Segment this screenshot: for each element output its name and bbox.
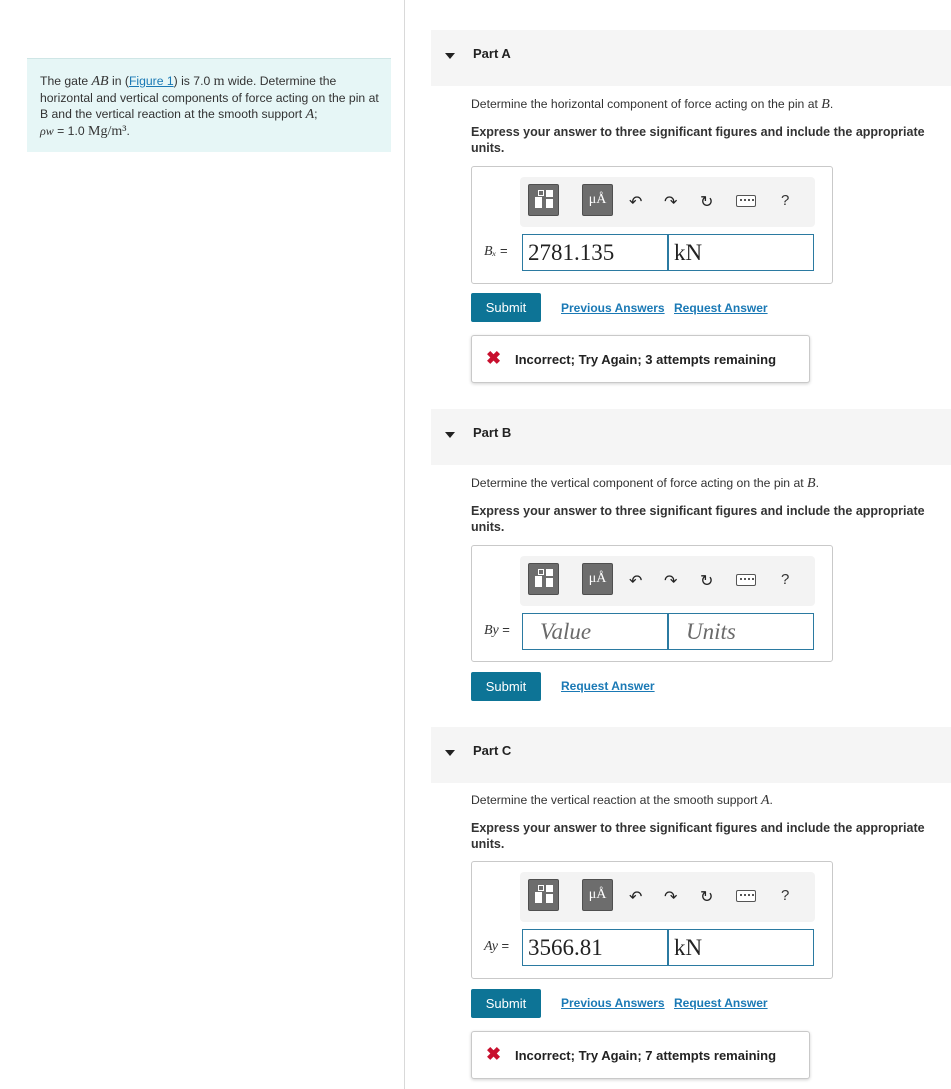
part-b-instruction: Express your answer to three significant figures and include the appropriate units. xyxy=(471,504,925,534)
part-b-answer-box xyxy=(471,545,833,662)
units-placeholder: Units xyxy=(686,619,736,644)
part-c-instruction: Express your answer to three significant figures and include the appropriate units. xyxy=(471,821,925,851)
feedback-text: Incorrect; Try Again; 3 attempts remaining xyxy=(515,352,777,367)
figure-link[interactable]: Figure 1 xyxy=(128,74,174,88)
density-unit: Mg/m³ xyxy=(88,124,127,139)
support-variable: A xyxy=(305,107,315,122)
variable-name: Ay xyxy=(484,939,498,954)
value-placeholder: Value xyxy=(540,619,592,644)
variable-name: Bₓ xyxy=(484,244,497,259)
variable-label: By = xyxy=(484,622,510,638)
feedback-message xyxy=(471,335,810,383)
problem-statement xyxy=(27,58,391,152)
part-a-question: Determine the horizontal component of force acting on the pin at B. xyxy=(471,97,834,112)
help-icon[interactable]: ? xyxy=(781,192,790,209)
question-variable: A xyxy=(760,793,770,808)
units-button[interactable]: μÅ xyxy=(582,563,613,595)
part-c-question: Determine the vertical reaction at the smooth support A. xyxy=(471,793,773,808)
part-b-question: Determine the vertical component of force acting on the pin at B. xyxy=(471,476,819,491)
units-input[interactable]: kN xyxy=(668,234,814,271)
undo-icon[interactable]: ↶ xyxy=(629,889,643,906)
problem-text: ) is 7.0 xyxy=(173,74,211,88)
reset-icon[interactable]: ↻ xyxy=(700,889,714,906)
request-answer-link[interactable]: Request Answer xyxy=(674,301,768,315)
unit-m: m xyxy=(213,74,225,89)
units-input[interactable] xyxy=(668,613,814,650)
feedback-text: Incorrect; Try Again; 7 attempts remaining xyxy=(515,1048,777,1063)
math-toolbar xyxy=(520,177,815,227)
density-variable: ρw xyxy=(40,124,54,138)
question-variable: B xyxy=(807,476,816,491)
column-divider xyxy=(404,0,405,1089)
value-input[interactable]: 2781.135 xyxy=(522,234,668,271)
error-x-icon: ✖ xyxy=(486,348,502,368)
units-button[interactable]: μÅ xyxy=(582,879,613,911)
collapse-triangle-icon[interactable] xyxy=(445,53,455,59)
question-variable: B xyxy=(821,97,830,112)
redo-icon[interactable]: ↷ xyxy=(664,573,678,590)
previous-answers-link[interactable]: Previous Answers xyxy=(561,996,665,1010)
math-toolbar xyxy=(520,556,815,606)
value-input[interactable] xyxy=(522,613,668,650)
units-input[interactable]: kN xyxy=(668,929,814,966)
variable-label: Bₓ = xyxy=(484,243,508,259)
part-a-instruction: Express your answer to three significant figures and include the appropriate units. xyxy=(471,125,925,155)
submit-button[interactable]: Submit xyxy=(471,293,541,322)
part-b-title: Part B xyxy=(473,425,512,440)
templates-icon[interactable] xyxy=(528,184,559,216)
value-input[interactable]: 3566.81 xyxy=(522,929,668,966)
templates-icon[interactable] xyxy=(528,879,559,911)
request-answer-link[interactable]: Request Answer xyxy=(561,679,655,693)
variable-label: Ay = xyxy=(484,938,510,954)
previous-answers-link[interactable]: Previous Answers xyxy=(561,301,665,315)
part-c-answer-box xyxy=(471,861,833,979)
request-answer-link[interactable]: Request Answer xyxy=(674,996,768,1010)
question-text: Determine the vertical component of force acting on the pin at xyxy=(471,476,804,490)
help-icon[interactable]: ? xyxy=(781,571,790,588)
part-c-title: Part C xyxy=(473,743,512,758)
undo-icon[interactable]: ↶ xyxy=(629,573,643,590)
keyboard-icon[interactable] xyxy=(736,195,756,207)
question-text: Determine the vertical reaction at the smooth support xyxy=(471,793,758,807)
gate-variable: AB xyxy=(91,74,109,89)
reset-icon[interactable]: ↻ xyxy=(700,194,714,211)
help-icon[interactable]: ? xyxy=(781,887,790,904)
variable-name: By xyxy=(484,623,499,638)
collapse-triangle-icon[interactable] xyxy=(445,432,455,438)
part-a-answer-box xyxy=(471,166,833,284)
question-text: Determine the horizontal component of force acting on the pin at xyxy=(471,97,818,111)
problem-text: in ( xyxy=(112,74,129,88)
templates-icon[interactable] xyxy=(528,563,559,595)
submit-button[interactable]: Submit xyxy=(471,672,541,701)
part-a-title: Part A xyxy=(473,46,511,61)
undo-icon[interactable]: ↶ xyxy=(629,194,643,211)
part-c-header[interactable] xyxy=(431,727,951,783)
keyboard-icon[interactable] xyxy=(736,574,756,586)
part-b-header[interactable] xyxy=(431,409,951,465)
submit-button[interactable]: Submit xyxy=(471,989,541,1018)
math-toolbar xyxy=(520,872,815,922)
problem-text: The gate xyxy=(40,74,89,88)
error-x-icon: ✖ xyxy=(486,1044,502,1064)
part-a-header[interactable] xyxy=(431,30,951,86)
redo-icon[interactable]: ↷ xyxy=(664,889,678,906)
problem-text: wide. Determine the horizontal and vertical components of force acting on the pin at B and the vertical reaction at the smooth support xyxy=(40,74,379,121)
reset-icon[interactable]: ↻ xyxy=(700,573,714,590)
feedback-message xyxy=(471,1031,810,1079)
problem-text: . xyxy=(126,124,130,138)
redo-icon[interactable]: ↷ xyxy=(664,194,678,211)
problem-text: ; xyxy=(314,107,318,121)
keyboard-icon[interactable] xyxy=(736,890,756,902)
units-button[interactable]: μÅ xyxy=(582,184,613,216)
density-value: = 1.0 xyxy=(57,124,85,138)
collapse-triangle-icon[interactable] xyxy=(445,750,455,756)
